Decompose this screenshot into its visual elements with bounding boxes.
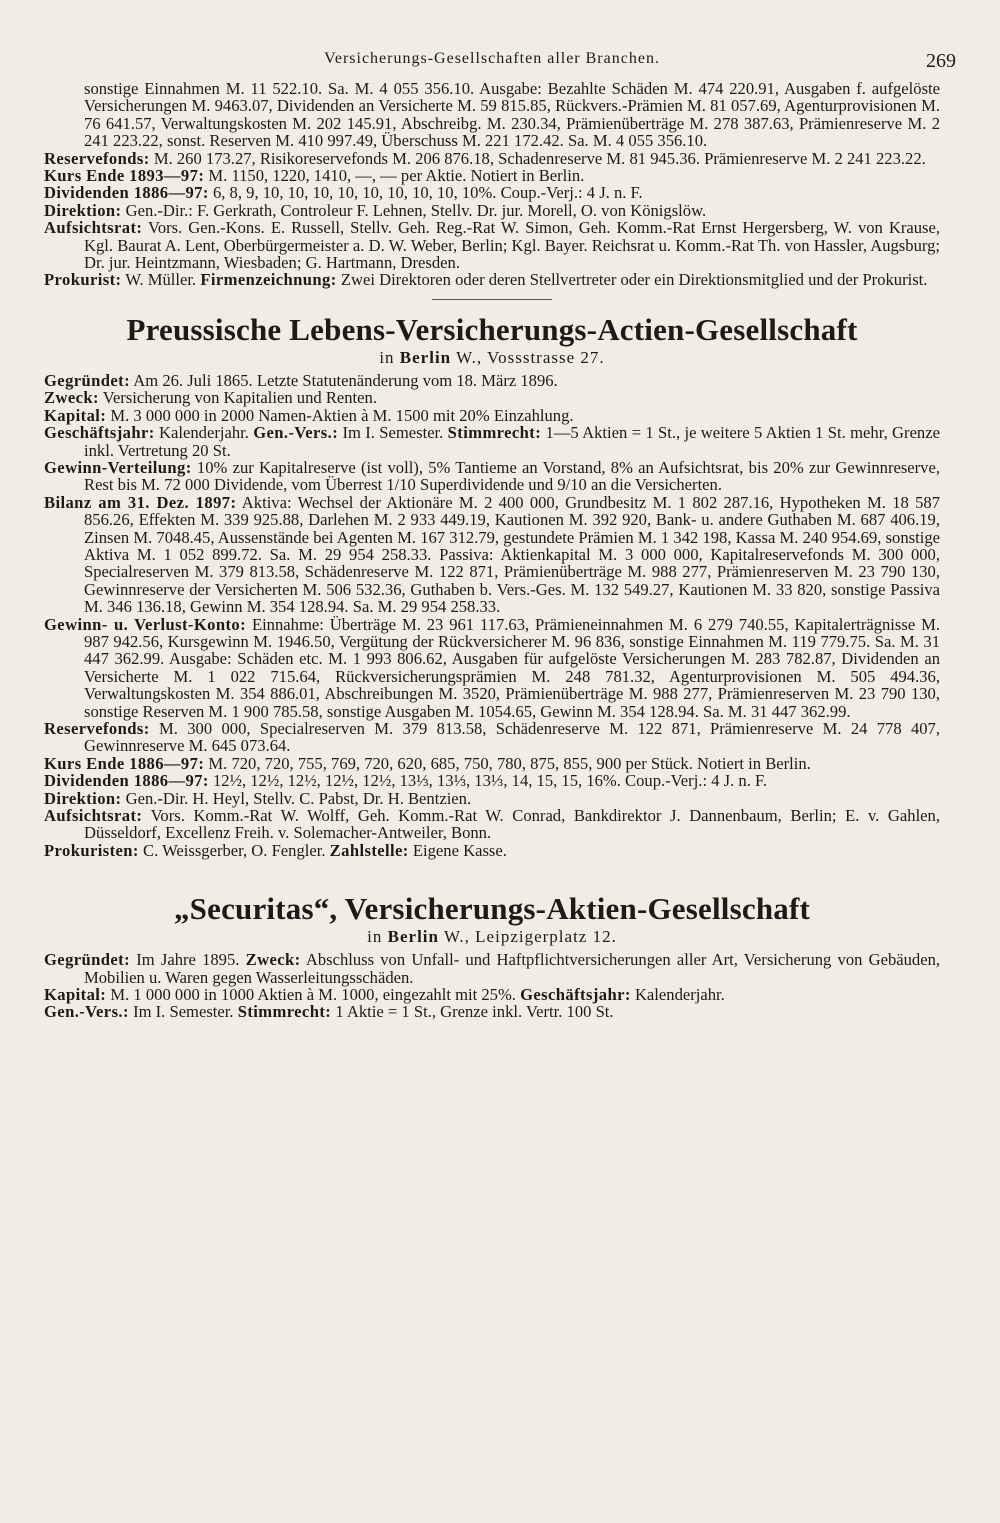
paragraph [44, 1003, 940, 1020]
location-address: W., Leipzigerplatz 12. [443, 927, 617, 947]
paragraph [44, 755, 940, 772]
paragraph [44, 271, 940, 288]
paragraph-label: Gegründet: [44, 950, 131, 970]
paragraph-label: Zweck: [44, 388, 99, 408]
paragraph-label: Dividenden 1886—97: [44, 771, 209, 791]
paragraph-label: Gewinn- u. Verlust-Konto: [44, 614, 247, 634]
paragraph-label: Geschäftsjahr: [44, 423, 155, 443]
paragraph-label: Kurs Ende 1893—97: [44, 166, 205, 186]
paragraph-text: Vors. Komm.-Rat W. Wolff, Geh. Komm.-Rat W. Conrad, Bankdirektor J. Dannenbaum, Berlin; E. v. Gahlen, Düsseldorf, Excellenz Freih. v. Solemacher-Antweiler, Bonn. [84, 806, 940, 843]
paragraph-text: M. 1 000 000 in 1000 Aktien à M. 1000, eingezahlt mit 25%. [110, 985, 516, 1005]
paragraph-label: Prokuristen: [44, 840, 139, 860]
section-gap [44, 859, 940, 883]
company-location [44, 348, 940, 368]
paragraph [44, 407, 940, 424]
paragraph-text: 10% zur Kapitalreserve (ist voll), 5% Tantieme an Vorstand, 8% an Aufsichtsrat, bis 20% zur Gewinnreserve, Rest bis M. 72 000 Dividende, vom Überrest 1/10 Superdividende und 9/10 an die Versicherten. [84, 457, 940, 495]
paragraph [44, 459, 940, 494]
paragraph-text: Gen.-Dir. H. Heyl, Stellv. C. Pabst, Dr. H. Bentzien. [125, 788, 472, 808]
paragraph-text: Eigene Kasse. [412, 840, 507, 860]
paragraph [44, 202, 940, 219]
paragraph [44, 150, 940, 167]
paragraph-label: Dividenden 1886—97: [44, 183, 209, 203]
paragraph [44, 184, 940, 201]
paragraph-label: Stimmrecht: [237, 1002, 332, 1022]
paragraph-label: Firmenzeichnung: [200, 270, 337, 290]
paragraph-label: Stimmrecht: [447, 423, 542, 443]
paragraph-label: Aufsichtsrat: [44, 218, 143, 238]
location-prefix: in [379, 347, 395, 367]
paragraph-label: Aufsichtsrat: [44, 806, 143, 826]
paragraph-text: Aktiva: Wechsel der Aktionäre M. 2 400 000, Grundbesitz M. 1 802 287.16, Hypotheken M. 18 587 856.26, Effekten M. 339 925.88, Darlehen M. 2 933 449.19, Kautionen M. 392 920, Bank- u. andere Guthaben M. 687 406.19, Zinsen M. 7048.45, Aussenstände bei Agenten M. 167 312.79, gestundete Prämien M. 1 342 198, Kassa M. 240 954.69, sonstige Aktiva M. 1 052 899.72. Sa. M. 29 954 258.33. Passiva: Aktienkapital M. 3 000 000, Kapitalreservefonds M. 300 000, Specialreserven M. 379 813.58, Schädenreserve M. 122 871, Prämienüberträge M. 988 277, Prämienreserven M. 23 790 130, Gewinnreserve der Versicherten M. 506 532.36, Guthaben b. Vers.-Ges. M. 132 549.27, Kautionen M. 33 820, sonstige Passiva M. 346 136.18, Gewinn M. 354 128.94. Sa. M. 29 954 258.33. [84, 492, 941, 617]
running-head-title: Versicherungs-Gesellschaften aller Branchen. [324, 50, 660, 67]
paragraph-label: Gen.-Vers.: [253, 423, 339, 443]
paragraph [44, 772, 940, 789]
paragraph-label: Reservefonds: [44, 148, 150, 168]
paragraph-label: Zahlstelle: [329, 840, 409, 860]
company-entry-preussische [44, 312, 940, 859]
section-divider [432, 299, 552, 300]
running-head [44, 46, 956, 80]
paragraph-label: Direktion: [44, 200, 122, 220]
paragraph-label: Prokurist: [44, 270, 122, 290]
paragraph-text: Kalenderjahr. [159, 423, 249, 443]
company-location [44, 927, 940, 947]
paragraph-text: 6, 8, 9, 10, 10, 10, 10, 10, 10, 10, 10, 10%. Coup.-Verj.: 4 J. n. F. [212, 183, 643, 203]
company-entry-securitas [44, 891, 940, 1021]
paragraph-text: Im I. Semester. [133, 1002, 234, 1022]
paragraph-text: Versicherung von Kapitalien und Renten. [102, 388, 377, 408]
paragraph-label: Gewinn-Verteilung: [44, 457, 192, 477]
paragraph-text: 12½, 12½, 12½, 12½, 12½, 13⅓, 13⅓, 13⅓, 14, 15, 15, 16%. Coup.-Verj.: 4 J. n. F. [212, 771, 768, 791]
location-address: W., Vossstrasse 27. [456, 347, 605, 367]
paragraph [44, 807, 940, 842]
location-city: Berlin [399, 347, 452, 367]
paragraph-text: W. Müller. [125, 270, 197, 290]
paragraph [44, 167, 940, 184]
paragraph [44, 219, 940, 271]
paragraph-text: M. 260 173.27, Risikoreservefonds M. 206 876.18, Schadenreserve M. 81 945.36. Prämienreserve M. 2 241 223.22. [153, 148, 926, 168]
paragraph-text: Im I. Semester. [342, 423, 444, 443]
paragraph-label: Gen.-Vers.: [44, 1002, 129, 1022]
paragraph-text: sonstige Einnahmen M. 11 522.10. Sa. M. 4 055 356.10. Ausgabe: Bezahlte Schäden M. 474 220.91, Ausgaben f. aufgelöste Versicherungen M. 9463.07, Dividenden an Versicherte M. 59 815.85, Rückvers.-Prämien M. 81 057.69, Agenturprovisionen M. 76 641.57, Verwaltungskosten M. 202 145.91, Abschreibg. M. 230.34, Prämienüberträge M. 278 387.63, Prämienreserve M. 2 241 223.22, sonst. Reserven M. 410 997.49, Überschuss M. 221 172.42. Sa. M. 4 055 356.10. [84, 79, 940, 151]
continuation-entry [44, 80, 940, 289]
paragraph [44, 372, 940, 389]
paragraph-text: Abschluss von Unfall- und Haftpflichtversicherungen aller Art, Versicherung von Gebäuden, Mobilien u. Waren gegen Wasserleitungsschäden. [84, 950, 941, 987]
paragraph [44, 616, 940, 720]
paragraph-text: M. 3 000 000 in 2000 Namen-Aktien à M. 1500 mit 20% Einzahlung. [110, 405, 574, 425]
paragraph-text: Am 26. Juli 1865. Letzte Statutenänderung vom 18. März 1896. [133, 370, 558, 390]
paragraph [44, 494, 940, 616]
paragraph-text: 1 Aktie = 1 St., Grenze inkl. Vertr. 100 St. [335, 1002, 614, 1022]
paragraph [44, 424, 940, 459]
paragraph-text: Im Jahre 1895. [136, 950, 240, 970]
paragraph [44, 790, 940, 807]
paragraph-label: Gegründet: [44, 370, 131, 390]
location-prefix: in [367, 927, 383, 947]
paragraph-text: 1—5 Aktien = 1 St., je weitere 5 Aktien 1 St. mehr, Grenze inkl. Vertretung 20 St. [84, 423, 940, 460]
paragraph-text: Kalenderjahr. [634, 985, 725, 1005]
paragraph [44, 80, 940, 150]
paragraph-text: M. 300 000, Specialreserven M. 379 813.58, Schädenreserve M. 122 871, Prämienreserve M. 24 778 407, Gewinnreserve M. 645 073.64. [84, 719, 941, 756]
paragraph-text: Zwei Direktoren oder deren Stellvertreter oder ein Direktionsmitglied und der Prokurist. [340, 270, 928, 290]
paragraph [44, 389, 940, 406]
paragraph-text: Vors. Gen.-Kons. E. Russell, Stellv. Geh. Reg.-Rat W. Simon, Geh. Komm.-Rat Ernst Hergersberg, W. von Krause, Kgl. Baurat A. Lent, Oberbürgermeister a. D. W. Weber, Berlin; Kgl. Bayer. Reichsrat u. Komm.-Rat Th. von Hassler, Augsburg; Dr. jur. Heintzmann, Wiesbaden; G. Hartmann, Dresden. [84, 218, 940, 273]
paragraph [44, 951, 940, 986]
paragraph-label: Geschäftsjahr: [520, 985, 631, 1005]
paragraph-text: M. 720, 720, 755, 769, 720, 620, 685, 750, 780, 875, 855, 900 per Stück. Notiert in Berlin. [208, 753, 811, 773]
paragraph [44, 986, 940, 1003]
paragraph-label: Bilanz am 31. Dez. 1897: [44, 492, 237, 512]
paragraph-label: Kapital: [44, 985, 107, 1005]
paragraph-label: Zweck: [245, 950, 301, 970]
paragraph [44, 720, 940, 755]
company-title: Preussische Lebens-Versicherungs-Actien-Gesellschaft [126, 311, 858, 347]
paragraph-label: Reservefonds: [44, 719, 150, 738]
paragraph-text: Einnahme: Überträge M. 23 961 117.63, Prämieneinnahmen M. 6 279 740.55, Kapitalerträgnisse M. 987 942.56, Kursgewinn M. 1946.50, Vergütung der Rückversicherer M. 96 836, sonstige Einnahmen M. 119 779.75. Sa. M. 31 447 362.99. Ausgabe: Schäden etc. M. 1 993 806.62, Ausgaben für aufgelöste Versicherungen M. 283 782.87, Dividenden an Versicherte M. 1 022 715.64, Rückversicherungsprämien M. 248 781.32, Agenturprovisionen M. 505 494.36, Verwaltungskosten M. 354 886.01, Abschreibungen M. 3520, Prämienüberträge M. 988 277, Prämienreserven M. 23 790 130, sonstige Reserven M. 1 900 785.58, sonstige Ausgaben M. 1054.65, Gewinn M. 354 128.94. Sa. M. 31 447 362.99. [84, 614, 940, 721]
paragraph-text: Gen.-Dir.: F. Gerkrath, Controleur F. Lehnen, Stellv. Dr. jur. Morell, O. von Königslöw. [125, 200, 707, 220]
page-number: 269 [926, 50, 956, 72]
paragraph-label: Kurs Ende 1886—97: [44, 753, 205, 773]
paragraph-text: M. 1150, 1220, 1410, —, — per Aktie. Notiert in Berlin. [208, 166, 585, 186]
location-city: Berlin [387, 927, 439, 947]
paragraph-label: Direktion: [44, 788, 122, 808]
company-title: „Securitas“, Versicherungs-Aktien-Gesellschaft [173, 891, 811, 927]
paragraph [44, 842, 940, 859]
paragraph-label: Kapital: [44, 405, 107, 425]
paragraph-text: C. Weissgerber, O. Fengler. [143, 840, 326, 860]
